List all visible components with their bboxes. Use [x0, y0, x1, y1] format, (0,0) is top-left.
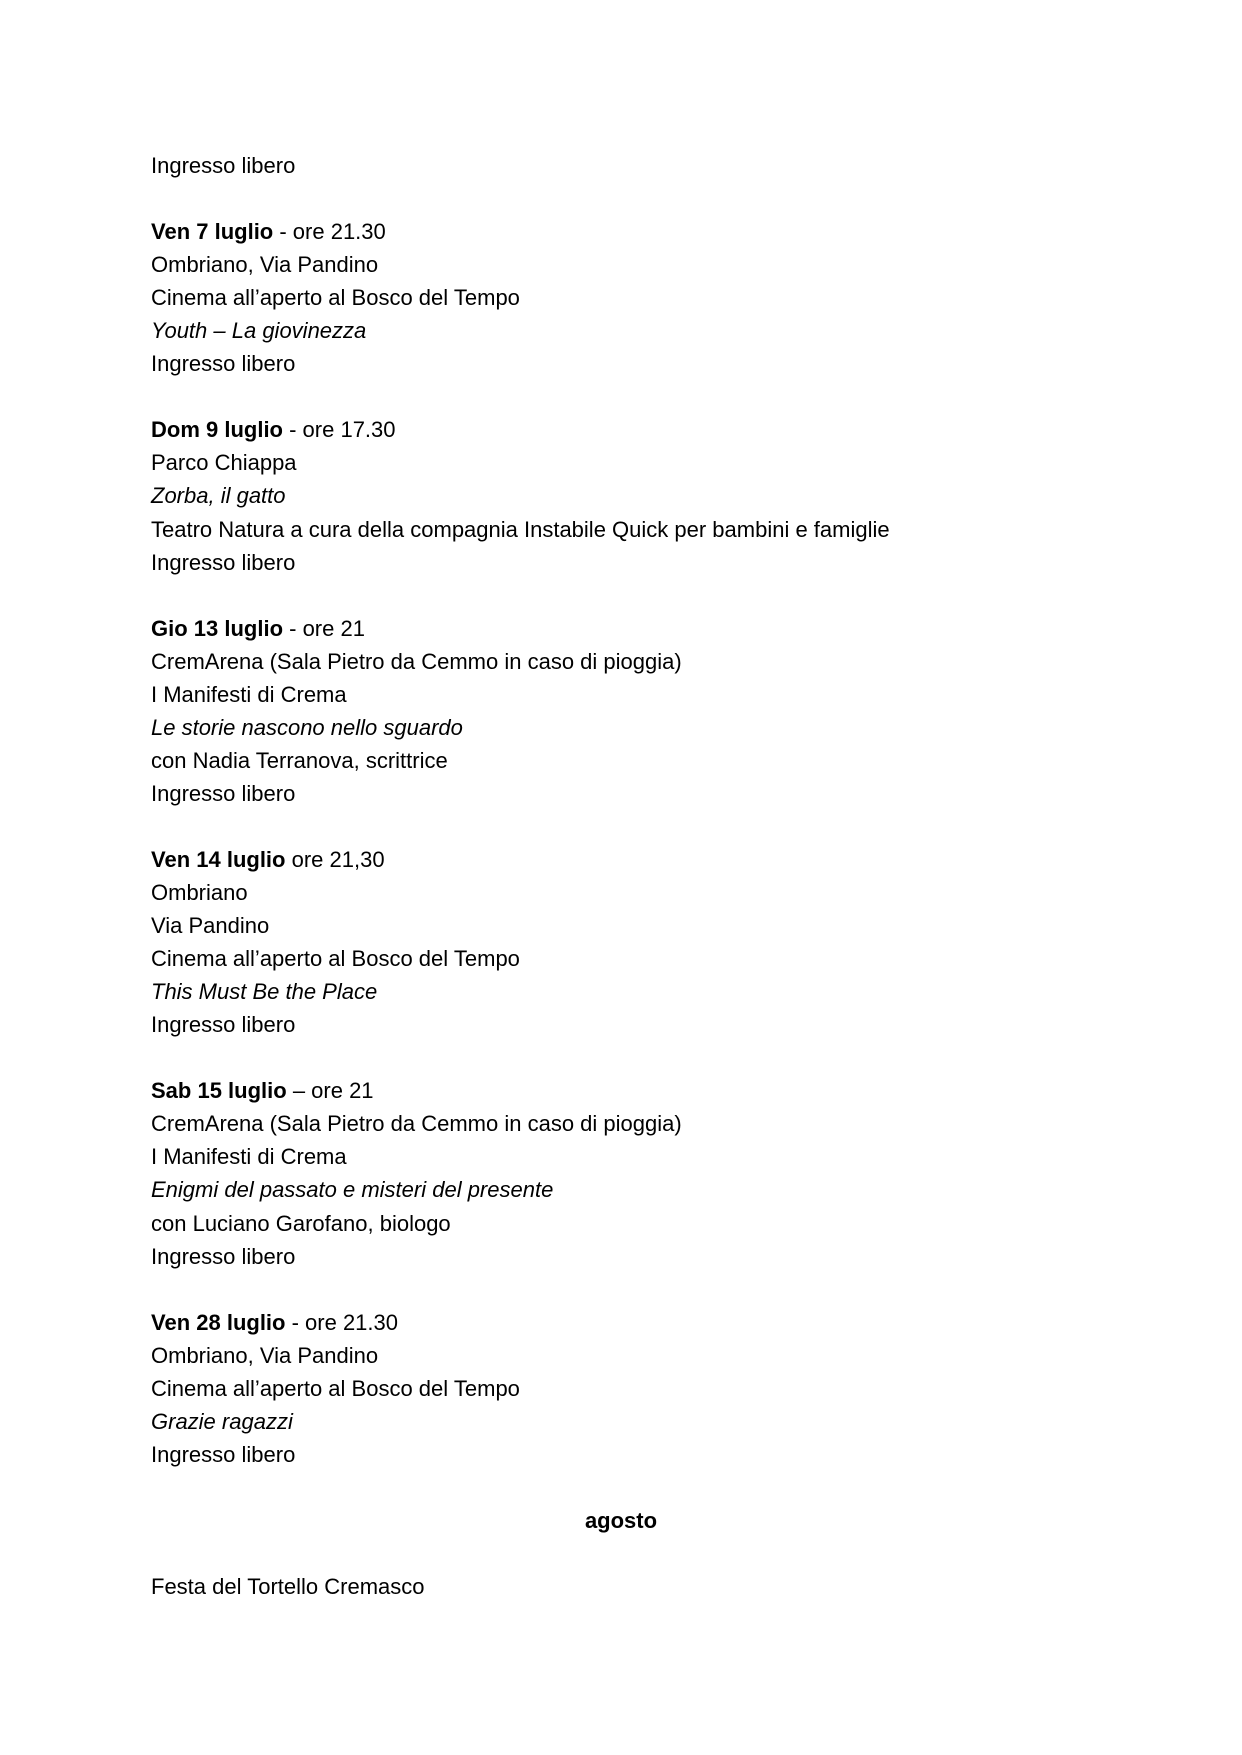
event-place: CremArena (Sala Pietro da Cemmo in caso di pioggia): [151, 648, 682, 674]
event-place: Ombriano: [151, 880, 248, 906]
event-time: - ore 17.30: [283, 417, 396, 443]
august-item: Festa del Tortello Cremasco: [151, 1574, 425, 1600]
spacer: [151, 579, 1091, 612]
event-place: Ombriano, Via Pandino: [151, 1342, 379, 1368]
event-title: Grazie ragazzi: [151, 1408, 293, 1434]
entry-note: Ingresso libero: [151, 153, 296, 178]
event-title: Youth – La giovinezza: [151, 318, 367, 344]
event-header: [151, 215, 1091, 248]
month-heading-agosto: agosto: [584, 1507, 658, 1533]
event-ven-14-luglio: [151, 843, 1091, 1041]
event-gio-13-luglio: [151, 612, 1091, 810]
event-time: - ore 21: [283, 615, 365, 641]
event-time: – ore 21: [286, 1078, 374, 1104]
event-time: - ore 21.30: [273, 219, 386, 245]
event-place: Parco Chiappa: [151, 450, 297, 476]
event-series: Cinema all’aperto al Bosco del Tempo: [151, 946, 520, 972]
event-series: I Manifesti di Crema: [151, 681, 347, 707]
event-header: [151, 1074, 1091, 1107]
event-header: [151, 1306, 1091, 1339]
event-sab-15-luglio: [151, 1074, 1091, 1272]
event-header: [151, 413, 1091, 446]
event-series: I Manifesti di Crema: [151, 1144, 347, 1170]
event-guest: con Nadia Terranova, scrittrice: [151, 747, 448, 773]
event-entry: Ingresso libero: [151, 1243, 296, 1269]
event-ven-7-luglio: [151, 215, 1091, 380]
event-series: Cinema all’aperto al Bosco del Tempo: [151, 1375, 520, 1401]
event-place: CremArena (Sala Pietro da Cemmo in caso di pioggia): [151, 1111, 682, 1137]
event-list: [151, 149, 1091, 1603]
event-guest: con Luciano Garofano, biologo: [151, 1210, 451, 1236]
event-entry: Ingresso libero: [151, 780, 296, 806]
event-series: Cinema all’aperto al Bosco del Tempo: [151, 285, 520, 311]
spacer: [151, 1041, 1091, 1074]
event-header: [151, 612, 1091, 645]
event-entry: Ingresso libero: [151, 549, 296, 575]
spacer: [151, 1471, 1091, 1504]
event-date: Ven 7 luglio: [151, 219, 274, 245]
spacer: [151, 1273, 1091, 1306]
spacer: [151, 182, 1091, 215]
event-place: Ombriano, Via Pandino: [151, 252, 379, 278]
event-date: Sab 15 luglio: [151, 1078, 287, 1104]
event-entry: Ingresso libero: [151, 351, 296, 377]
spacer: [151, 380, 1091, 413]
event-dom-9-luglio: [151, 413, 1091, 578]
event-header: [151, 843, 1091, 876]
event-date: Ven 14 luglio: [151, 846, 286, 872]
event-date: Ven 28 luglio: [151, 1309, 286, 1335]
event-title: Zorba, il gatto: [151, 483, 286, 509]
event-date: Dom 9 luglio: [151, 417, 283, 443]
event-description: Teatro Natura a cura della compagnia Instabile Quick per bambini e famiglie: [151, 516, 890, 542]
spacer: [151, 810, 1091, 843]
event-entry: Ingresso libero: [151, 1012, 296, 1038]
event-time: - ore 21.30: [285, 1309, 398, 1335]
event-street: Via Pandino: [151, 913, 270, 939]
event-time: ore 21,30: [285, 846, 385, 872]
event-ven-28-luglio: [151, 1306, 1091, 1471]
event-title: Enigmi del passato e misteri del presente: [151, 1177, 554, 1203]
event-title: This Must Be the Place: [151, 979, 378, 1005]
spacer: [151, 1537, 1091, 1570]
event-entry: Ingresso libero: [151, 1441, 296, 1467]
event-title: Le storie nascono nello sguardo: [151, 714, 463, 740]
event-date: Gio 13 luglio: [151, 615, 284, 641]
